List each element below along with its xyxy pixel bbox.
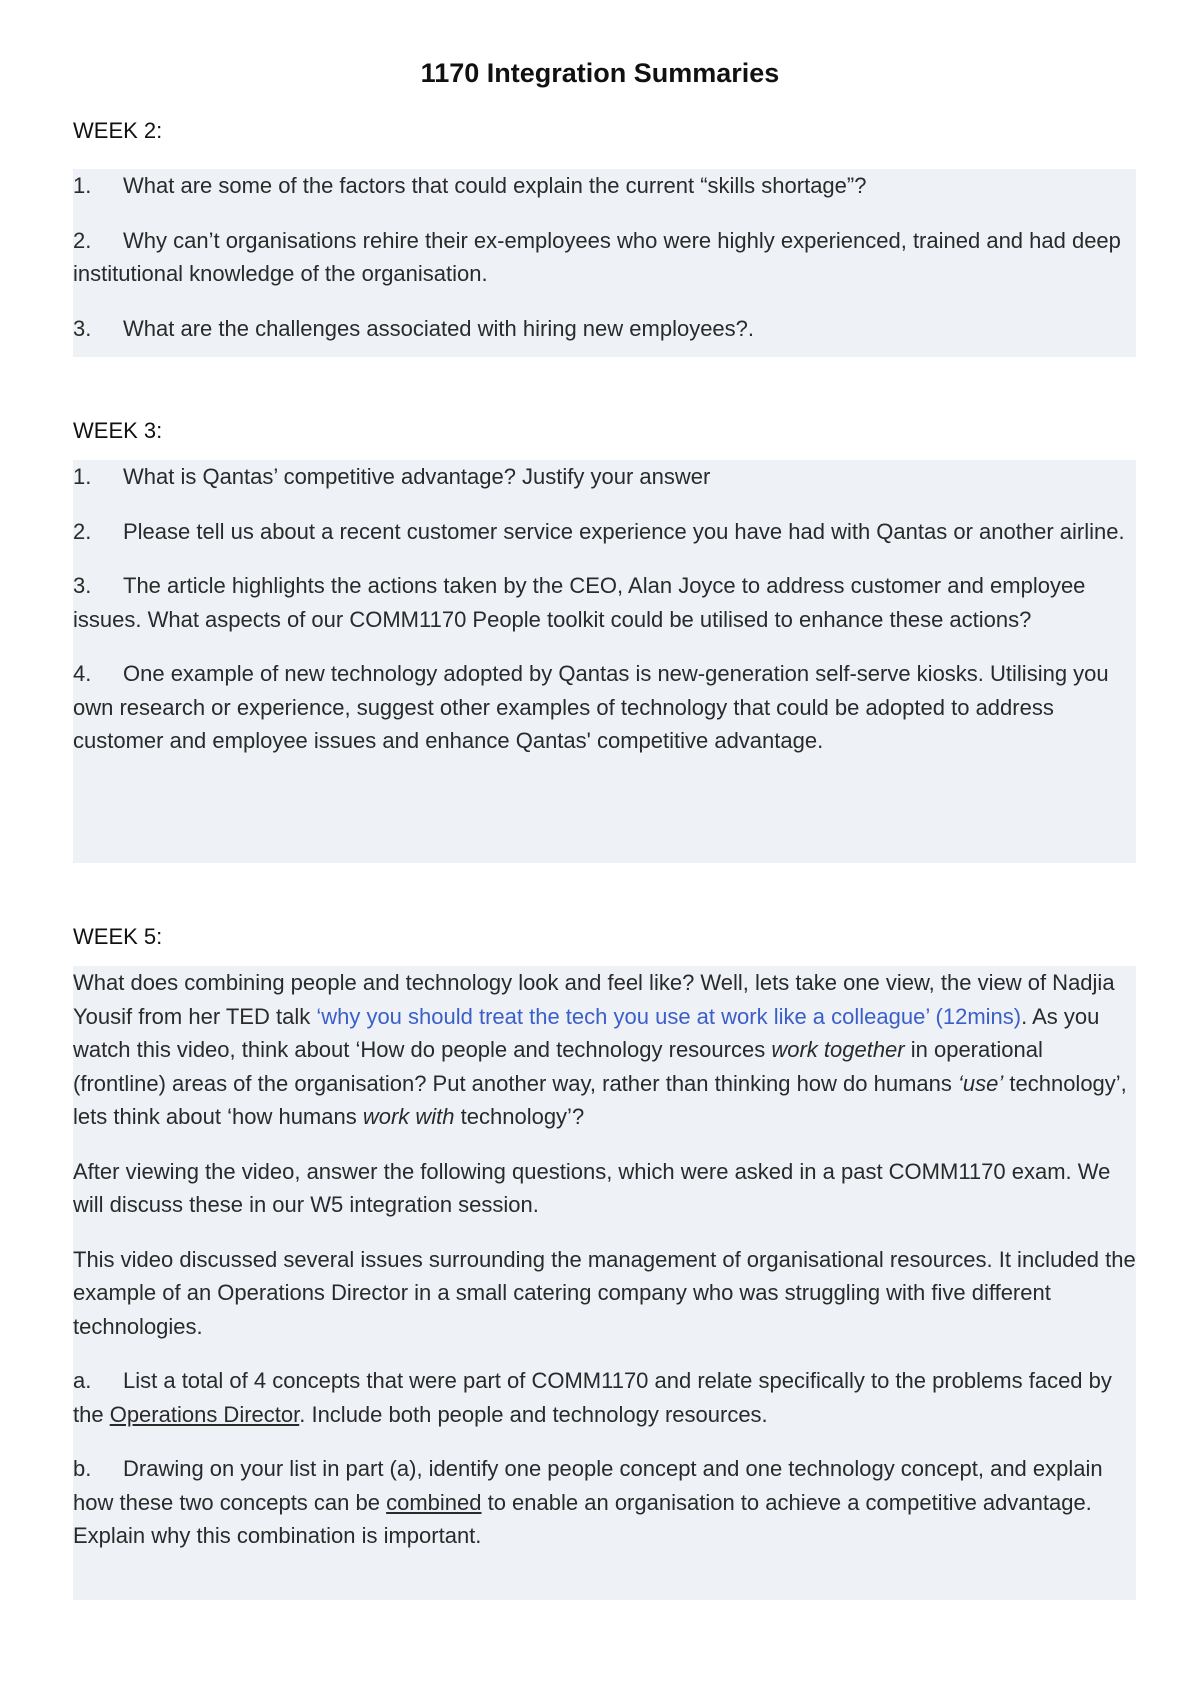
list-item xyxy=(73,169,1136,203)
item-number: 3. xyxy=(73,315,92,341)
intro-text: in operational (frontline) areas of the organisation? Put another way, rather than thinking how do humans xyxy=(73,1037,1043,1096)
item-number: b. xyxy=(73,1456,92,1481)
item-number: 1. xyxy=(73,464,92,489)
week-2-questions xyxy=(73,169,1136,357)
item-text: List a total of 4 concepts that were part of COMM1170 and relate specifically to the problems faced by the xyxy=(73,1368,1112,1427)
intro-text: technology’, lets think about ‘how humans xyxy=(73,1070,1127,1129)
item-text: What is Qantas’ competitive advantage? Justify your answer xyxy=(123,464,711,489)
item-text: Please tell us about a recent customer service experience you have had with Qantas or another airline. xyxy=(123,518,1125,544)
item-text: Why can’t organisations rehire their ex-employees who were highly experienced, trained and had deep institutional knowledge of the organisation. xyxy=(73,227,1121,286)
intro-text: What does combining people and technology look and feel like? Well, lets take one view, the view of Nadjia Yousif from her TED talk xyxy=(73,970,1115,1029)
week-5-heading: WEEK 5: xyxy=(73,924,163,949)
item-number: 2. xyxy=(73,227,92,253)
week-3-questions xyxy=(73,460,1136,863)
ted-talk-link[interactable]: ‘why you should treat the tech you use at work like a colleague’ (12mins) xyxy=(316,1003,1022,1029)
intro-text: technology’? xyxy=(454,1104,585,1129)
list-item xyxy=(73,515,1136,549)
list-item xyxy=(73,460,1136,494)
question-a xyxy=(73,1364,1136,1431)
emphasis-text: work together xyxy=(771,1037,905,1062)
item-text: What are some of the factors that could explain the current “skills shortage”? xyxy=(123,173,867,198)
item-text: The article highlights the actions taken by the CEO, Alan Joyce to address customer and employee issues. What aspects of our COMM1170 People toolkit could be utilised to enhance these actions? xyxy=(73,573,1086,632)
item-number: 3. xyxy=(73,573,92,598)
emphasis-text: work with xyxy=(362,1104,455,1129)
intro-text: . As you watch this video, think about ‘How do people and technology resources xyxy=(73,1003,1100,1062)
intro-paragraph xyxy=(73,966,1136,1134)
item-number: 4. xyxy=(73,661,92,686)
item-text: What are the challenges associated with hiring new employees?. xyxy=(123,315,755,341)
list-item xyxy=(73,657,1136,758)
underlined-text: Operations Director xyxy=(109,1401,300,1427)
list-item xyxy=(73,312,1136,346)
after-viewing-paragraph: After viewing the video, answer the following questions, which were asked in a past COMM1170 exam. We will discuss these in our W5 integration session. xyxy=(73,1158,1111,1217)
item-text: Drawing on your list in part (a), identify one people concept and one technology concept, and explain how these two concepts can be xyxy=(73,1456,1103,1515)
item-number: 2. xyxy=(73,518,92,544)
underlined-text: combined xyxy=(386,1489,482,1515)
list-item xyxy=(73,224,1136,291)
question-b xyxy=(73,1452,1136,1553)
emphasis-text: ‘use’ xyxy=(958,1070,1004,1096)
week-2-heading: WEEK 2: xyxy=(73,118,163,143)
week-3-heading: WEEK 3: xyxy=(73,418,163,443)
item-text: One example of new technology adopted by Qantas is new-generation self-serve kiosks. Utilising you own research or experience, suggest other examples of technology that could be adopted to address customer and employee issues and enhance Qantas' competitive advantage. xyxy=(73,661,1109,753)
week-5-content xyxy=(73,966,1136,1600)
item-text: to enable an organisation to achieve a competitive advantage. Explain why this combination is important. xyxy=(73,1489,1092,1548)
item-text: . Include both people and technology resources. xyxy=(299,1401,768,1427)
item-number: a. xyxy=(73,1368,92,1393)
context-paragraph: This video discussed several issues surrounding the management of organisational resources. It included the example of an Operations Director in a small catering company who was struggling with five different technologies. xyxy=(73,1246,1136,1339)
document-title: 1170 Integration Summaries xyxy=(420,58,780,88)
list-item xyxy=(73,569,1136,636)
item-number: 1. xyxy=(73,173,92,198)
